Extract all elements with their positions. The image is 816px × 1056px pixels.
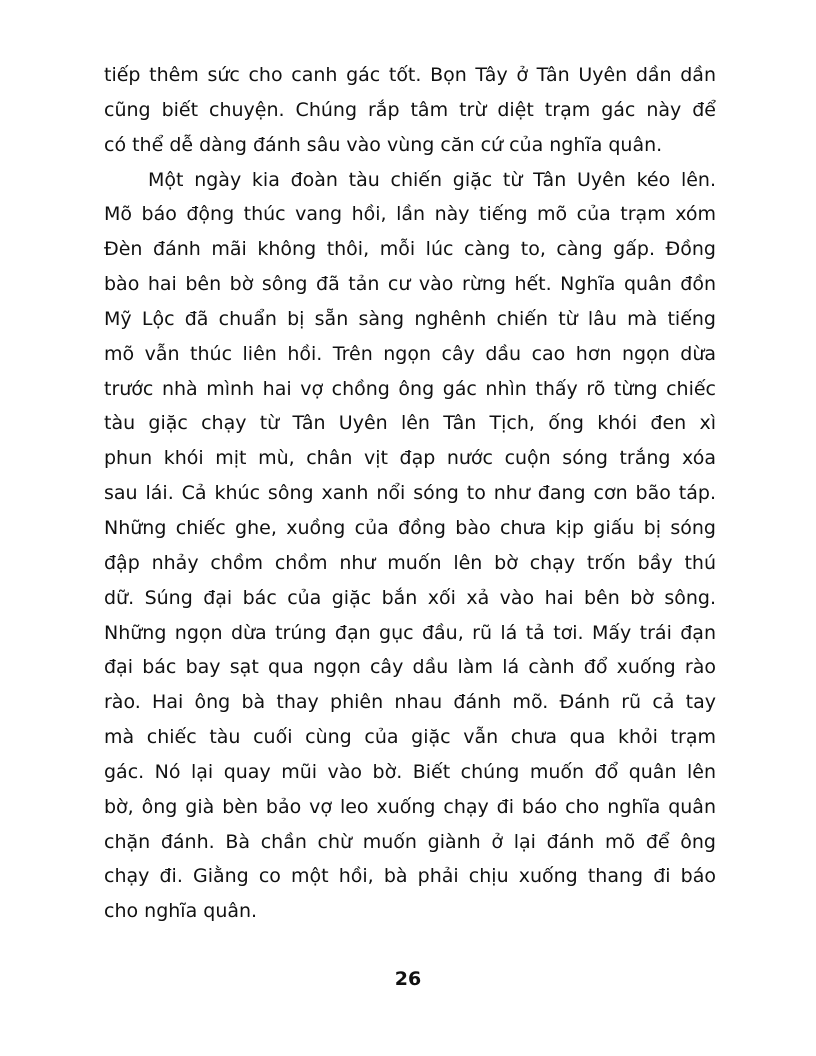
text-line: dữ. Súng đại bác của giặc bắn xối xả vào hai bên bờ sông. [104,586,716,609]
text-line: Những ngọn dừa trúng đạn gục đầu, rũ lá tả tơi. Mấy trái đạn [104,621,716,644]
text-line: bờ, ông già bèn bảo vợ leo xuống chạy đi báo cho nghĩa quân [104,795,716,818]
text-line: mõ vẫn thúc liên hồi. Trên ngọn cây dầu cao hơn ngọn dừa [104,342,716,365]
text-line: rào. Hai ông bà thay phiên nhau đánh mõ. Đánh rũ cả tay [104,691,716,714]
text-line: Mõ báo động thúc vang hồi, lần này tiếng mõ của trạm xóm [104,203,716,226]
text-line: cũng biết chuyện. Chúng rắp tâm trừ diệt trạm gác này để [104,98,716,121]
text-line: bào hai bên bờ sông đã tản cư vào rừng hết. Nghĩa quân đồn [104,273,716,296]
text-line: có thể dễ dàng đánh sâu vào vùng căn cứ của nghĩa quân. [104,133,663,156]
text-line: chạy đi. Giằng co một hồi, bà phải chịu xuống thang đi báo [104,865,716,888]
text-line: phun khói mịt mù, chân vịt đạp nước cuộn sóng trắng xóa [104,447,716,470]
text-line: tàu giặc chạy từ Tân Uyên lên Tân Tịch, ống khói đen xì [104,412,716,435]
body-text [104,58,716,929]
text-line: Những chiếc ghe, xuồng của đồng bào chưa kịp giấu bị sóng [104,516,716,539]
text-line: chặn đánh. Bà chần chừ muốn giành ở lại đánh mõ để ông [104,830,716,853]
text-line: đập nhảy chồm chồm như muốn lên bờ chạy trốn bầy thú [104,551,716,574]
text-line: cho nghĩa quân. [104,900,258,923]
text-line: sau lái. Cả khúc sông xanh nổi sóng to như đang cơn bão táp. [104,482,716,505]
text-line: Mỹ Lộc đã chuẩn bị sẵn sàng nghênh chiến từ lâu mà tiếng [104,307,716,330]
text-line: gác. Nó lại quay mũi vào bờ. Biết chúng muốn đổ quân lên [104,760,716,783]
text-line: mà chiếc tàu cuối cùng của giặc vẫn chưa qua khỏi trạm [104,726,716,749]
page-number: 26 [394,968,422,990]
text-line: tiếp thêm sức cho canh gác tốt. Bọn Tây ở Tân Uyên dần dần [104,64,716,86]
text-line: trước nhà mình hai vợ chồng ông gác nhìn thấy rõ từng chiếc [104,377,716,400]
text-line: đại bác bay sạt qua ngọn cây dầu làm lá cành đổ xuống rào [104,656,716,679]
text-line: Đèn đánh mãi không thôi, mỗi lúc càng to, càng gấp. Đồng [104,238,716,261]
paragraph-1 [104,58,716,163]
paragraph-2 [104,163,716,930]
text-line: Một ngày kia đoàn tàu chiến giặc từ Tân Uyên kéo lên. [148,168,716,191]
